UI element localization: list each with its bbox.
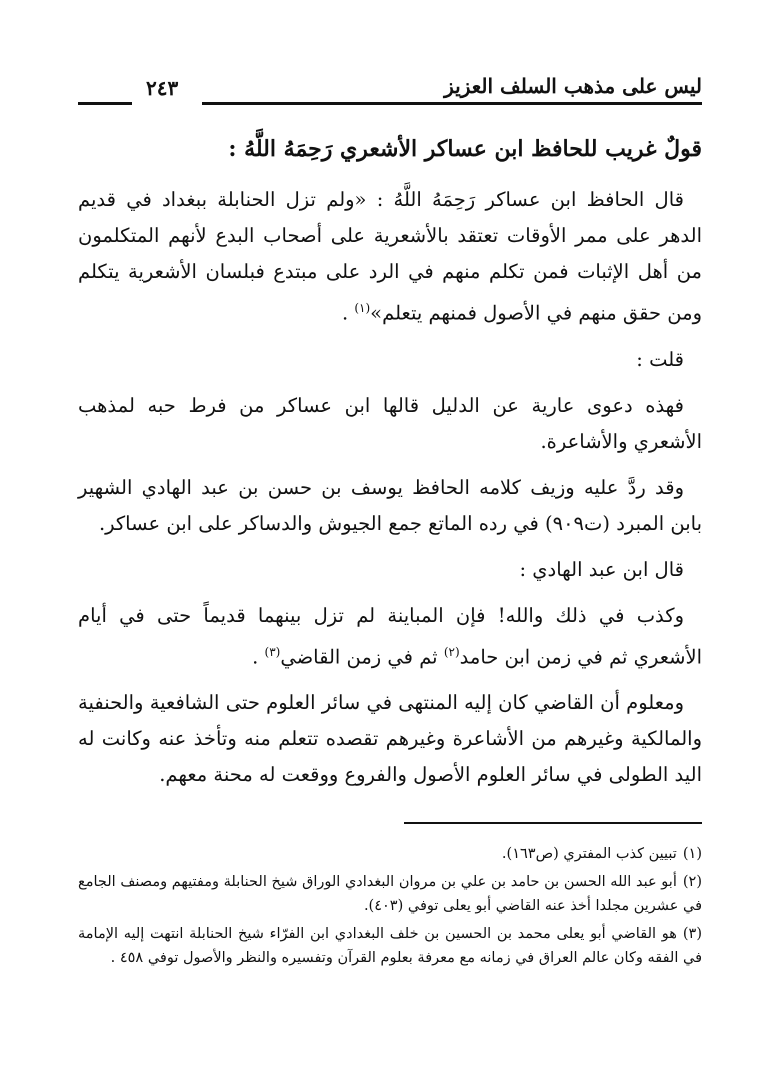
page-number: ٢٤٣ xyxy=(138,76,186,100)
footnote-number: (١) xyxy=(682,846,702,862)
ibn-abd-alhadi-label: قال ابن عبد الهادي : xyxy=(519,557,684,581)
header-rule xyxy=(202,102,702,105)
footnote-ref: (١) xyxy=(354,301,371,315)
qultu-label: قلت : xyxy=(636,347,684,371)
running-title: ليس على مذهب السلف العزيز xyxy=(444,74,702,98)
paragraph-qadi: ومعلوم أن القاضي كان إليه المنتهى في سائر العلوم حتى الشافعية والحنفية والمالكية وغيرهم من الأشاعرة وغيرهم تقصده تتعلم منه وتأخذ عنه وكانت له اليد الطولى في سائر العلوم الأصول والفروع ووقعت له محنة معهم. xyxy=(78,691,702,786)
footnotes xyxy=(78,842,702,974)
footnote-ref: (٢) xyxy=(443,644,460,659)
footnote-number: (٣) xyxy=(682,926,702,942)
footnote-item xyxy=(78,922,702,970)
paragraph-tail: . xyxy=(252,645,265,668)
page-header xyxy=(78,70,702,110)
footnote-separator xyxy=(404,822,702,824)
paragraph-middle: ثم في زمن القاضي xyxy=(280,645,444,668)
main-text xyxy=(78,130,702,803)
paragraph-refutation: وقد ردَّ عليه وزيف كلامه الحافظ يوسف بن حسن بن عبد الهادي الشهير بابن المبرد (ت٩٠٩) في رده الماتع جمع الجيوش والدساكر على ابن عساكر. xyxy=(78,475,702,535)
paragraph-rebuttal xyxy=(78,598,702,676)
paragraph-tail: . xyxy=(341,301,355,325)
footnote-text: أبو عبد الله الحسن بن حامد بن علي بن مروان البغدادي الوراق شيخ الحنابلة ومفتيهم ومصنف الجامع في عشرين مجلدا أخذ عنه القاضي أبو يعلى توفي (٤٠٣). xyxy=(78,874,702,914)
footnote-item xyxy=(78,842,702,866)
paragraph-claim: فهذه دعوى عارية عن الدليل قالها ابن عساكر من فرط حبه لمذهب الأشعري والأشاعرة. xyxy=(78,393,702,453)
paragraph-quote xyxy=(78,182,702,332)
footnote-item xyxy=(78,870,702,918)
header-rule-short xyxy=(78,102,132,105)
footnote-ref: (٣) xyxy=(264,644,281,659)
paragraph-text: وكذب في ذلك والله! فإن المباينة لم تزل بينهما قديماً حتى في أيام الأشعري ثم في زمن ابن حامد xyxy=(78,603,702,668)
paragraph-text: قال الحافظ ابن عساكر رَحِمَهُ اللَّهُ : «ولم تزل الحنابلة ببغداد في قديم الدهر على ممر الأوقات تعتقد بالأشعرية على أصحاب البدع لأنهم المتكلمون من أهل الإثبات فمن تكلم منهم في الرد على مبتدع فبلسان الأشعرية يتكلم ومن حقق منهم في الأصول فمنهم يتعلم» xyxy=(78,188,702,325)
footnote-text: هو القاضي أبو يعلى محمد بن الحسين بن خلف البغدادي ابن الفرّاء شيخ الحنابلة انتهت إليه الإمامة في الفقه وكان عالم العراق في زمانه مع معرفة بعلوم القرآن وتفسيره والنظر والأصول توفي ٤٥٨ . xyxy=(78,926,702,966)
footnote-text: تبيين كذب المفتري (ص١٦٣). xyxy=(501,846,677,862)
footnote-number: (٢) xyxy=(682,874,702,890)
section-heading: قولٌ غريب للحافظ ابن عساكر الأشعري رَحِمَهُ اللَّهُ : xyxy=(228,136,702,162)
